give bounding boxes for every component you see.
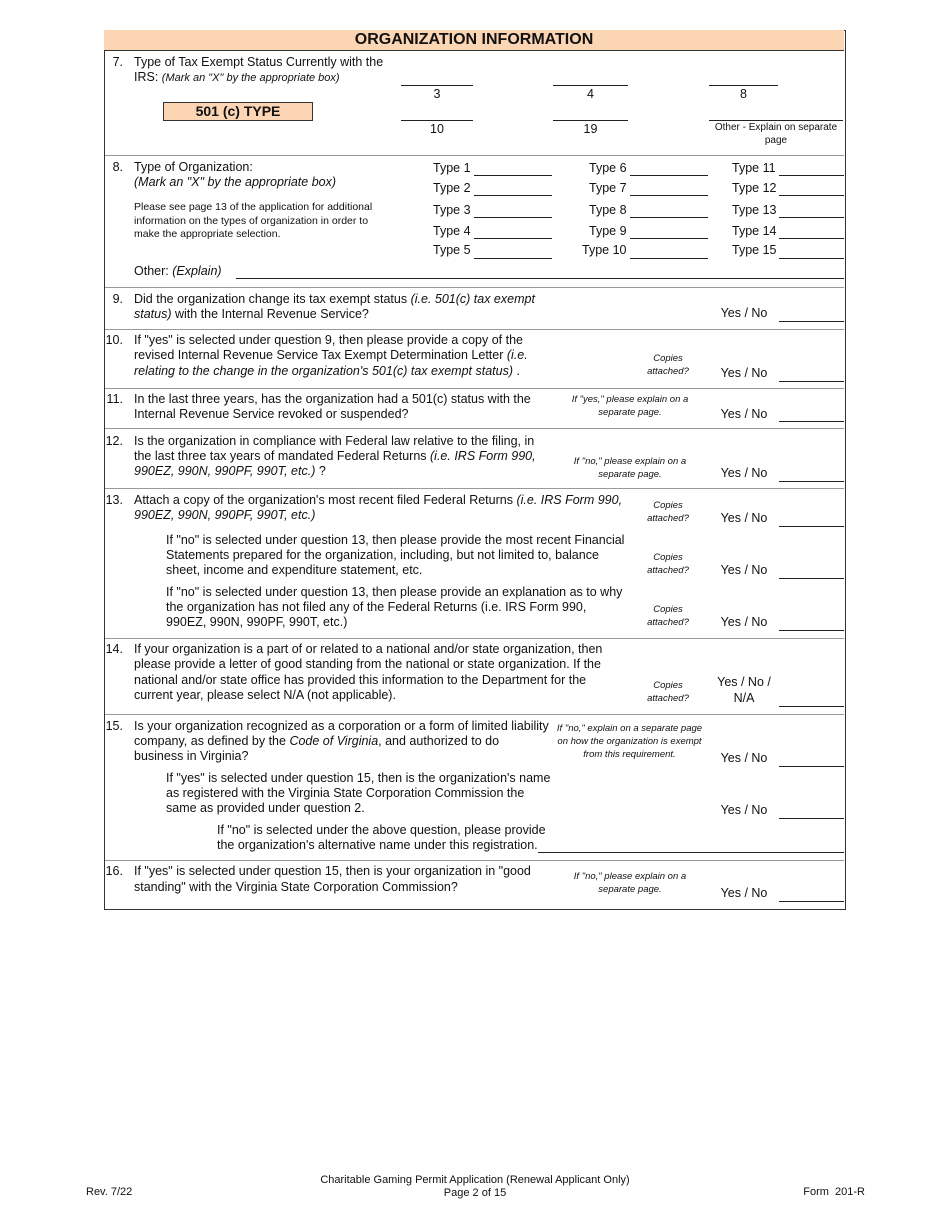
q13-sub2-line2: the organization has not filed any of the Federal Returns (i.e. IRS Form 990, bbox=[166, 600, 587, 614]
q10-line1: If "yes" is selected under question 9, then please provide a copy of the bbox=[134, 333, 523, 347]
q8-type-label: Type 6 bbox=[589, 161, 627, 175]
q14-number: 14. bbox=[105, 642, 123, 656]
q7-opt-8-blank[interactable] bbox=[709, 85, 778, 86]
q8-other-label: Other: (Explain) bbox=[134, 264, 222, 278]
q12-number: 12. bbox=[105, 434, 123, 448]
divider bbox=[105, 155, 844, 156]
q13-answer-blank[interactable] bbox=[779, 526, 844, 527]
q15-alt-name-input[interactable] bbox=[538, 852, 844, 853]
q8-type2-blank[interactable] bbox=[474, 195, 552, 196]
divider bbox=[105, 860, 844, 861]
q8-note: Please see page 13 of the application for additional information on the types of organization in order to make the appropriate selection. bbox=[134, 201, 373, 240]
q8-type5-blank[interactable] bbox=[474, 258, 552, 259]
q16-answer-blank[interactable] bbox=[779, 901, 844, 902]
q7-opt-10-label: 10 bbox=[430, 122, 444, 136]
q8-type4-blank[interactable] bbox=[474, 238, 552, 239]
q10-answer-label: Yes / No bbox=[720, 366, 768, 380]
q14-answer-label1: Yes / No / bbox=[717, 675, 771, 689]
q7-opt-3-label: 3 bbox=[433, 87, 441, 101]
q7-opt-10-blank[interactable] bbox=[401, 120, 473, 121]
q8-type10-blank[interactable] bbox=[630, 258, 708, 259]
q8-type9-blank[interactable] bbox=[630, 238, 708, 239]
q8-type13-blank[interactable] bbox=[779, 217, 844, 218]
q8-type3-blank[interactable] bbox=[474, 217, 552, 218]
q14-line3: national and/or state office has provided this information to the Department for the bbox=[134, 673, 587, 687]
q8-type-label: Type 11 bbox=[732, 161, 776, 175]
q16-note: If "no," please explain on a separate page. bbox=[573, 871, 687, 895]
q8-type-label: Type 3 bbox=[433, 203, 471, 217]
q11-line1: In the last three years, has the organization had a 501(c) status with the bbox=[134, 392, 531, 406]
q8-type-label: Type 4 bbox=[433, 224, 471, 238]
q13-sub1-answer-blank[interactable] bbox=[779, 578, 844, 579]
q8-type-label: Type 7 bbox=[589, 181, 627, 195]
q13-sub1-line1: If "no" is selected under question 13, then please provide the most recent Financial bbox=[166, 533, 625, 547]
q16-number: 16. bbox=[105, 864, 123, 878]
q15-line2: company, as defined by the Code of Virginia, and authorized to do bbox=[134, 734, 500, 748]
q7-opt-4-label: 4 bbox=[587, 87, 594, 101]
q14-note: Copies attached? bbox=[647, 680, 689, 704]
q8-type12-blank[interactable] bbox=[779, 195, 844, 196]
q8-type15-blank[interactable] bbox=[779, 258, 844, 259]
footer-title: Charitable Gaming Permit Application (Renewal Applicant Only) bbox=[320, 1174, 630, 1186]
q13-sub1-answer-label: Yes / No bbox=[720, 563, 768, 577]
q10-line3: relating to the change in the organization's 501(c) tax exempt status) . bbox=[134, 364, 520, 378]
q13-line1: Attach a copy of the organization's most recent filed Federal Returns (i.e. IRS Form 990, bbox=[134, 493, 623, 507]
footer-page: Page 2 of 15 bbox=[443, 1187, 507, 1199]
q15-answer-label: Yes / No bbox=[720, 751, 768, 765]
q8-type11-blank[interactable] bbox=[779, 175, 844, 176]
q13-sub1-line3: sheet, income and expenditure statement, etc. bbox=[166, 563, 423, 577]
q13-line2: 990EZ, 990N, 990PF, 990T, etc.) bbox=[134, 508, 316, 522]
q15-line1: Is your organization recognized as a corporation or a form of limited liability bbox=[134, 719, 549, 733]
q10-number: 10. bbox=[105, 333, 123, 347]
q8-type-label: Type 14 bbox=[732, 224, 777, 238]
q13-sub1-line2: Statements prepared for the organization, including, but not limited to, balance bbox=[166, 548, 599, 562]
footer-rev: Rev. 7/22 bbox=[86, 1186, 133, 1198]
q15-sub1-answer-label: Yes / No bbox=[720, 803, 768, 817]
q7-number: 7. bbox=[112, 55, 123, 69]
q13-sub2-answer-label: Yes / No bbox=[720, 615, 768, 629]
q12-note: If "no," please explain on a separate page. bbox=[573, 456, 687, 480]
q13-sub2-line3: 990EZ, 990N, 990PF, 990T, etc.) bbox=[166, 615, 348, 629]
q7-opt-3-blank[interactable] bbox=[401, 85, 473, 86]
q8-type-label: Type 12 bbox=[732, 181, 777, 195]
q13-sub2-line1: If "no" is selected under question 13, then please provide an explanation as to why bbox=[166, 585, 623, 599]
q8-type-label: Type 1 bbox=[433, 161, 471, 175]
divider bbox=[105, 287, 844, 288]
q15-sub2-line1: If "no" is selected under the above question, please provide bbox=[217, 823, 546, 837]
q7-opt-19-label: 19 bbox=[583, 122, 598, 136]
q8-other-input[interactable] bbox=[236, 278, 844, 279]
q9-line1: Did the organization change its tax exempt status (i.e. 501(c) tax exempt bbox=[134, 292, 535, 306]
q8-type-label: Type 15 bbox=[732, 243, 777, 257]
q7-opt-8-label: 8 bbox=[740, 87, 747, 101]
divider bbox=[105, 714, 844, 715]
q8-type-label: Type 5 bbox=[433, 243, 471, 257]
q10-line2: revised Internal Revenue Service Tax Exempt Determination Letter (i.e. bbox=[134, 348, 528, 362]
q16-line1: If "yes" is selected under question 15, then is your organization in "good bbox=[134, 864, 531, 878]
q15-sub2-line2: the organization's alternative name under this registration. bbox=[217, 838, 538, 852]
q7-opt-other-label: Other - Explain on separate page bbox=[714, 122, 838, 146]
q15-answer-blank[interactable] bbox=[779, 766, 844, 767]
q12-line3: 990EZ, 990N, 990PF, 990T, etc.) ? bbox=[134, 464, 326, 478]
q15-sub1-line1: If "yes" is selected under question 15, then is the organization's name bbox=[166, 771, 551, 785]
q13-sub1-note: Copies attached? bbox=[647, 552, 689, 576]
section-header: ORGANIZATION INFORMATION bbox=[104, 30, 844, 51]
q9-answer-blank[interactable] bbox=[779, 321, 844, 322]
q13-sub2-note: Copies attached? bbox=[647, 604, 689, 628]
q15-sub1-line3: same as provided under question 2. bbox=[166, 801, 365, 815]
q8-type-label: Type 10 bbox=[582, 243, 627, 257]
q14-line2: please provide a letter of good standing from the national or state organization. If the bbox=[134, 657, 601, 671]
q11-note: If "yes," please explain on a separate page. bbox=[571, 394, 689, 418]
q7-opt-4-blank[interactable] bbox=[553, 85, 628, 86]
q12-line1: Is the organization in compliance with Federal law relative to the filing, in bbox=[134, 434, 535, 448]
q14-line4: current year, please select N/A (not applicable). bbox=[134, 688, 396, 702]
q8-type-label: Type 13 bbox=[732, 203, 777, 217]
q7-line1: Type of Tax Exempt Status Currently with the bbox=[134, 55, 384, 69]
footer-form: Form 201-R bbox=[803, 1186, 865, 1198]
q14-answer-label2: N/A bbox=[733, 691, 755, 705]
divider bbox=[105, 329, 844, 330]
q8-number: 8. bbox=[112, 160, 123, 174]
divider bbox=[105, 638, 844, 639]
q8-type-label: Type 2 bbox=[433, 181, 471, 195]
q15-sub1-answer-blank[interactable] bbox=[779, 818, 844, 819]
q15-note: If "no," explain on a separate page on how the organization is exempt from this requirement. bbox=[556, 723, 703, 760]
q13-sub2-answer-blank[interactable] bbox=[779, 630, 844, 631]
q12-line2: the last three tax years of mandated Federal Returns (i.e. IRS Form 990, bbox=[134, 449, 536, 463]
q10-answer-blank[interactable] bbox=[779, 381, 844, 382]
q8-type-label: Type 8 bbox=[589, 203, 627, 217]
q8-type6-blank[interactable] bbox=[630, 175, 708, 176]
q9-line2: status) with the Internal Revenue Service? bbox=[134, 307, 369, 321]
q11-number: 11. bbox=[106, 392, 123, 406]
q8-type7-blank[interactable] bbox=[630, 195, 708, 196]
q13-number: 13. bbox=[105, 493, 123, 507]
q11-line2: Internal Revenue Service revoked or suspended? bbox=[134, 407, 409, 421]
q16-line2: standing" with the Virginia State Corporation Commission? bbox=[134, 880, 458, 894]
q12-answer-label: Yes / No bbox=[720, 466, 768, 480]
q8-type14-blank[interactable] bbox=[779, 238, 844, 239]
q7-line2: IRS: (Mark an "X" by the appropriate box) bbox=[134, 70, 340, 84]
q15-sub1-line2: as registered with the Virginia State Corporation Commission the bbox=[166, 786, 525, 800]
q10-note: Copies attached? bbox=[647, 353, 689, 377]
q15-number: 15. bbox=[105, 719, 123, 733]
q11-answer-label: Yes / No bbox=[720, 407, 768, 421]
q9-number: 9. bbox=[112, 292, 123, 306]
q11-answer-blank[interactable] bbox=[779, 421, 844, 422]
q13-note: Copies attached? bbox=[647, 500, 689, 524]
divider bbox=[105, 388, 844, 389]
q8-type-label: Type 9 bbox=[589, 224, 627, 238]
q16-answer-label: Yes / No bbox=[720, 886, 768, 900]
q8-line2: (Mark an "X" by the appropriate box) bbox=[134, 175, 337, 189]
q8-line1: Type of Organization: bbox=[134, 160, 253, 174]
q7-type-box: 501 (c) TYPE bbox=[163, 102, 313, 121]
q15-line3: business in Virginia? bbox=[134, 749, 249, 763]
divider bbox=[105, 428, 844, 429]
q8-type1-blank[interactable] bbox=[474, 175, 552, 176]
q9-answer-label: Yes / No bbox=[720, 306, 768, 320]
q12-answer-blank[interactable] bbox=[779, 481, 844, 482]
q14-line1: If your organization is a part of or related to a national and/or state organization, then bbox=[134, 642, 603, 656]
q14-answer-blank[interactable] bbox=[779, 706, 844, 707]
q8-type8-blank[interactable] bbox=[630, 217, 708, 218]
q7-opt-19-blank[interactable] bbox=[553, 120, 628, 121]
divider bbox=[105, 488, 844, 489]
q13-answer-label: Yes / No bbox=[720, 511, 768, 525]
